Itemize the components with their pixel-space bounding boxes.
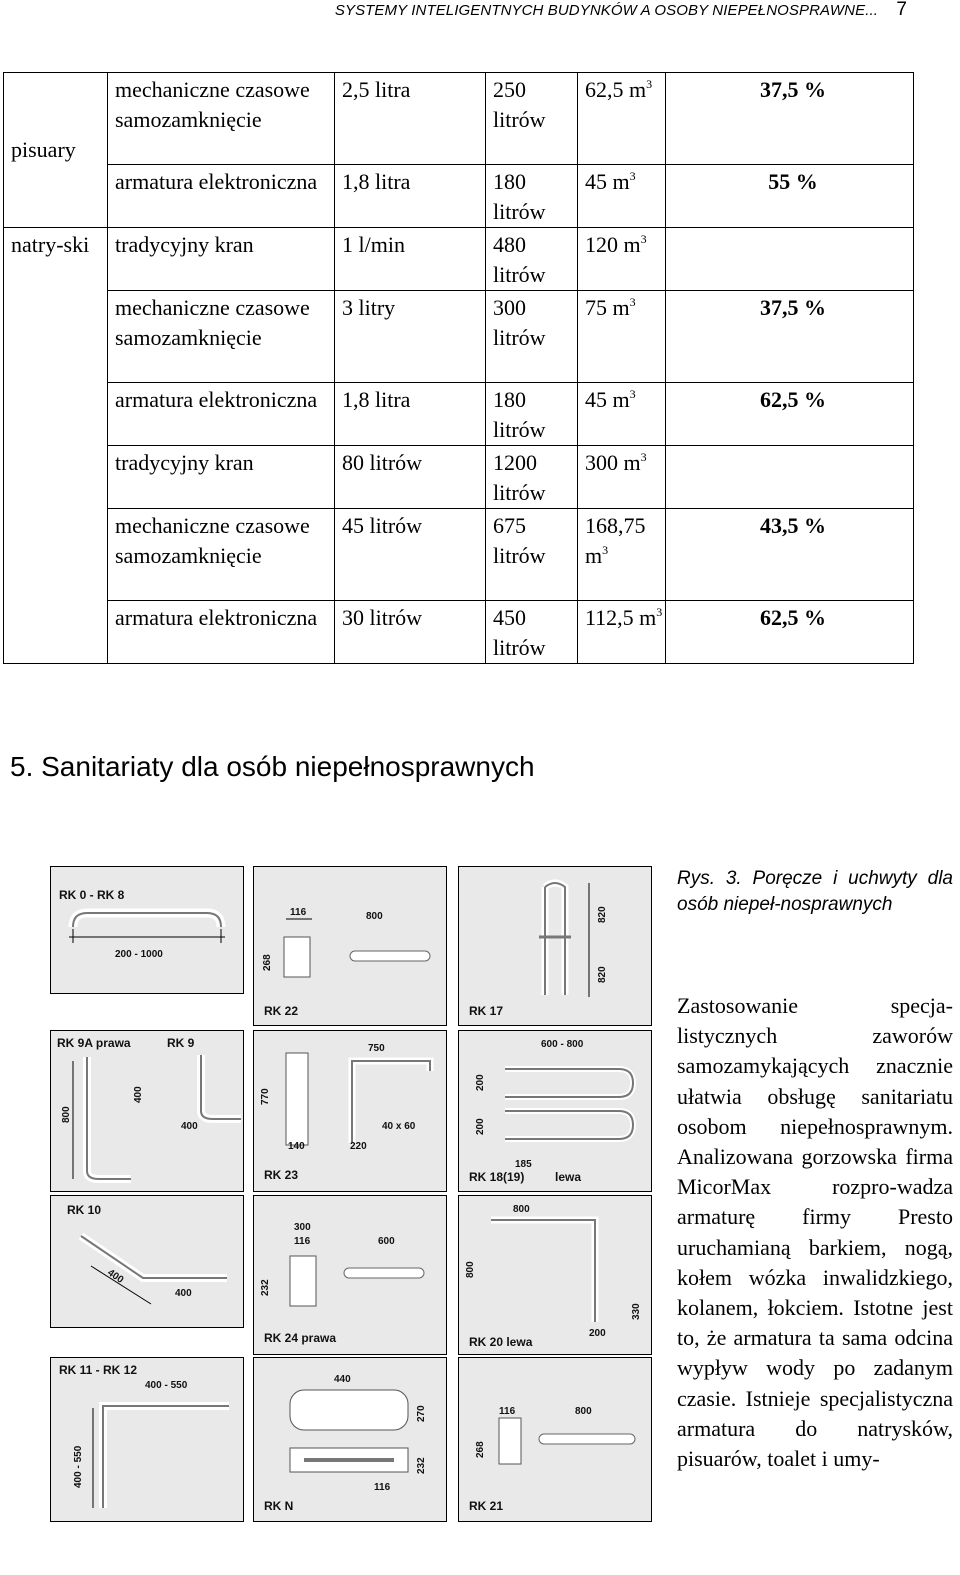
type-cell: mechaniczne czasowe samozamknięcie <box>108 291 335 383</box>
table-row <box>4 291 914 383</box>
section-title: 5. Sanitariaty dla osób niepełnosprawnych <box>10 751 535 782</box>
dim-label: 800 <box>465 1261 476 1278</box>
saving-cell: 62,5 % <box>666 383 914 446</box>
volume-exponent: 3 <box>640 232 647 246</box>
water-usage-table <box>3 72 914 664</box>
dim-label: 268 <box>475 1441 486 1458</box>
volume-cell <box>578 601 666 664</box>
volume-cell <box>578 165 666 228</box>
panel-rk11 <box>50 1357 244 1522</box>
volume-exponent: 3 <box>629 295 636 309</box>
panel-rk18 <box>458 1030 652 1192</box>
usage-cell: 2,5 litra <box>335 73 486 165</box>
panel-label: RK 17 <box>469 1004 504 1018</box>
volume-exponent: 3 <box>629 169 636 183</box>
usage-cell: 80 litrów <box>335 446 486 509</box>
volume-cell <box>578 291 666 383</box>
panel-rk24 <box>253 1195 447 1355</box>
volume-value: 300 m <box>585 450 641 475</box>
panel-label-side: lewa <box>555 1170 582 1184</box>
total-cell: 180 litrów <box>486 165 578 228</box>
total-cell: 250 litrów <box>486 73 578 165</box>
saving-cell: 55 % <box>666 165 914 228</box>
dim-label: 770 <box>260 1088 271 1105</box>
dim-label: 600 - 800 <box>541 1039 584 1050</box>
volume-cell <box>578 73 666 165</box>
dim-label: 400 <box>133 1086 144 1103</box>
dim-label: 820 <box>597 966 608 983</box>
usage-cell: 1,8 litra <box>335 165 486 228</box>
dim-label: 268 <box>262 954 273 971</box>
saving-cell <box>666 446 914 509</box>
dim-label: 200 <box>475 1074 486 1091</box>
type-cell: armatura elektroniczna <box>108 165 335 228</box>
dim-label: 440 <box>334 1374 351 1385</box>
panel-label: RK 21 <box>469 1499 504 1513</box>
type-cell: armatura elektroniczna <box>108 601 335 664</box>
volume-exponent: 3 <box>656 605 663 619</box>
saving-cell: 37,5 % <box>666 291 914 383</box>
dim-label: 750 <box>368 1043 385 1054</box>
volume-exponent: 3 <box>602 543 609 557</box>
table-row <box>4 383 914 446</box>
dim-label: 800 <box>513 1204 530 1215</box>
dim-label: 330 <box>631 1303 642 1320</box>
group-cell: natry-ski <box>4 228 108 664</box>
panel-rk17 <box>458 866 652 1026</box>
dim-label: 116 <box>499 1406 516 1417</box>
dim-label: 800 <box>575 1406 592 1417</box>
group-cell: pisuary <box>4 73 108 228</box>
table-row <box>4 509 914 601</box>
type-cell: mechaniczne czasowe samozamknięcie <box>108 73 335 165</box>
type-cell: tradycyjny kran <box>108 446 335 509</box>
table-row <box>4 73 914 165</box>
table-row <box>4 165 914 228</box>
table-row <box>4 446 914 509</box>
dim-label: 232 <box>416 1457 427 1474</box>
figure-caption: Rys. 3. Poręcze i uchwyty dla osób niepeł-nosprawnych <box>677 868 953 915</box>
dim-label: 220 <box>350 1141 367 1152</box>
total-cell: 180 litrów <box>486 383 578 446</box>
volume-value: 75 m <box>585 295 630 320</box>
dim-label: 400 <box>105 1267 126 1286</box>
volume-value: 168,75 m <box>585 513 646 568</box>
dim-label: 600 <box>378 1236 395 1247</box>
usage-cell: 30 litrów <box>335 601 486 664</box>
volume-exponent: 3 <box>646 77 653 91</box>
volume-cell <box>578 383 666 446</box>
dim-label: 140 <box>288 1141 305 1152</box>
panel-rk21 <box>458 1357 652 1522</box>
panel-label: RK 22 <box>264 1004 299 1018</box>
body-paragraph: Zastosowanie specja-listycznych zaworów samozamykających znacznie ułatwia obsługę sanitariatu osobom niepełnosprawnym. Analizowana gorzowska firma MicorMax rozpro-wadza armaturę firmy Presto uruchamianą barkiem, nogą, kołem wózka inwalidzkiego, kolanem, łokciem. Istotne jest to, że armatura ta sama odcina wypływ wody po zadanym czasie. Istnieje specjalistyczna armatura do natrysków, pisuarów, toalet i umy- <box>677 993 953 1472</box>
dim-label: 200 - 1000 <box>115 949 163 960</box>
dim-label: 40 x 60 <box>382 1121 416 1132</box>
volume-exponent: 3 <box>629 387 636 401</box>
dim-label: 200 <box>589 1328 606 1339</box>
page-number: 7 <box>896 0 907 20</box>
usage-cell: 1,8 litra <box>335 383 486 446</box>
type-cell: mechaniczne czasowe samozamknięcie <box>108 509 335 601</box>
dim-label: 820 <box>597 906 608 923</box>
dim-label: 300 <box>294 1222 311 1233</box>
panel-label: RK 18(19) <box>469 1170 525 1184</box>
panel-label: RK 23 <box>264 1168 299 1182</box>
panel-rk22 <box>253 866 447 1026</box>
dim-label: 185 <box>515 1159 532 1170</box>
panel-rk23 <box>253 1030 447 1192</box>
table-row <box>4 601 914 664</box>
total-cell: 1200 litrów <box>486 446 578 509</box>
volume-exponent: 3 <box>640 450 647 464</box>
usage-cell: 3 litry <box>335 291 486 383</box>
saving-cell: 37,5 % <box>666 73 914 165</box>
dim-label: 800 <box>366 911 383 922</box>
panel-label: RK 11 - RK 12 <box>59 1363 138 1377</box>
total-cell: 300 litrów <box>486 291 578 383</box>
saving-cell: 43,5 % <box>666 509 914 601</box>
volume-cell <box>578 446 666 509</box>
dim-label: 232 <box>260 1279 271 1296</box>
panel-rk10 <box>50 1195 244 1328</box>
panel-label: RK 0 - RK 8 <box>59 888 125 902</box>
panel-label: RK 20 lewa <box>469 1335 533 1349</box>
panel-rk0 <box>50 866 244 994</box>
saving-cell: 62,5 % <box>666 601 914 664</box>
panel-label: RK 9A prawa <box>57 1036 131 1050</box>
volume-cell <box>578 228 666 291</box>
volume-value: 62,5 m <box>585 77 647 102</box>
panel-label: RK N <box>264 1499 294 1513</box>
panel-label-2: RK 9 <box>167 1036 195 1050</box>
volume-value: 120 m <box>585 232 641 257</box>
dim-label: 200 <box>475 1118 486 1135</box>
running-header <box>0 0 907 20</box>
type-cell: armatura elektroniczna <box>108 383 335 446</box>
table-row <box>4 228 914 291</box>
panel-rk20 <box>458 1195 652 1355</box>
dim-label: 400 - 550 <box>145 1380 188 1391</box>
total-cell: 480 litrów <box>486 228 578 291</box>
panel-rkn <box>253 1357 447 1522</box>
total-cell: 675 litrów <box>486 509 578 601</box>
usage-cell: 45 litrów <box>335 509 486 601</box>
usage-cell: 1 l/min <box>335 228 486 291</box>
volume-value: 45 m <box>585 387 630 412</box>
dim-label: 116 <box>374 1482 391 1493</box>
dim-label: 800 <box>61 1106 72 1123</box>
dim-label: 400 - 550 <box>73 1445 84 1488</box>
dim-label: 116 <box>294 1236 311 1247</box>
panel-rk9 <box>50 1030 244 1192</box>
panel-label: RK 10 <box>67 1203 102 1217</box>
dim-label: 400 <box>175 1288 192 1299</box>
dim-label: 116 <box>290 907 307 918</box>
volume-value: 45 m <box>585 169 630 194</box>
volume-value: 112,5 m <box>585 605 657 630</box>
total-cell: 450 litrów <box>486 601 578 664</box>
volume-cell <box>578 509 666 601</box>
panel-label: RK 24 prawa <box>264 1331 337 1345</box>
saving-cell <box>666 228 914 291</box>
dim-label: 270 <box>416 1405 427 1422</box>
header-title: SYSTEMY INTELIGENTNYCH BUDYNKÓW A OSOBY NIEPEŁNOSPRAWNE... <box>334 2 878 19</box>
dim-label: 400 <box>181 1121 198 1132</box>
type-cell: tradycyjny kran <box>108 228 335 291</box>
